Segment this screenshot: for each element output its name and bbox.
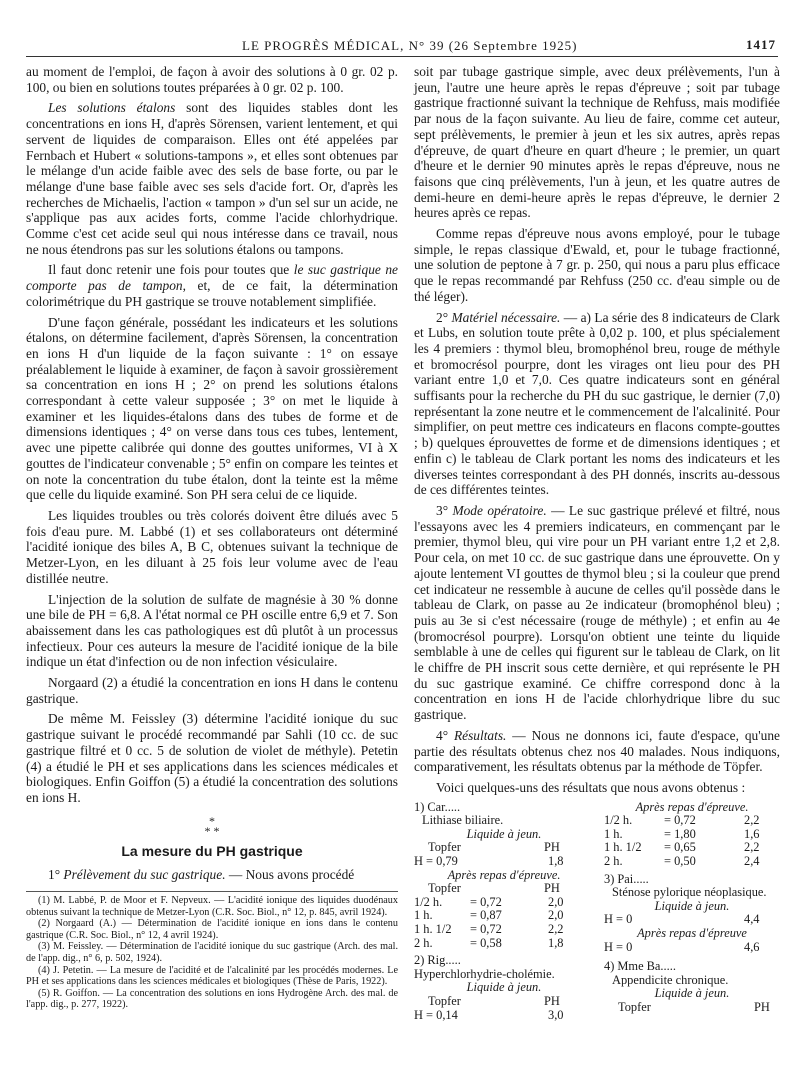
paragraph: D'une façon générale, possédant les indicateurs et les solutions étalons, on détermine facilement, d'après Sörensen, la concentration en ions H d'un liquide de la façon suivante : 1° on essaye préalablement le liquide à examiner, de façon à savoir grossièrement sa concentration en ions H ; 2° on prend les solutions étalons correspondant à cette valeur supposée ; 3° on met le liquide à examiner et les liquides-étalons dans des tubes de forme et de dimensions identiques ; 4° on verse dans tous ces tubes, lentement, avec une pipette calibrée qui donne des gouttes uniformes, VI à X gouttes de l'indicateur convenable ; 5° enfin on compare les teintes et on note la concentration du tube étalon, dont la teinte est la même que celle du liquide examiné. Son PH sera celui de ce liquide.	[26, 314, 398, 503]
journal-title: LE PROGRÈS MÉDICAL, N° 39 (26 Septembre 1925)	[242, 38, 578, 53]
column-headers: Topfer PH	[428, 881, 560, 896]
italic-term: Mode opératoire.	[452, 502, 547, 518]
result-row: 1/2 h. = 0,72 2,2	[604, 813, 760, 828]
case-diagnosis: Sténose pylorique néoplasique.	[612, 885, 767, 900]
result-row: 1 h. 1/2 = 0,65 2,2	[604, 840, 760, 855]
footnote: (2) Norgaard (A.) — Détermination de l'acidité ionique en ions dans le contenu gastrique (C.R. Soc. Biol., n° 12, 4 avril 1924).	[26, 918, 398, 941]
case-label: 4) Mme Ba.....	[604, 959, 676, 974]
page-number: 1417	[746, 37, 776, 52]
result-row: 1 h. = 0,87 2,0	[414, 908, 564, 923]
after-meal-caption: Après repas d'épreuve.	[635, 799, 749, 814]
case-label: 1) Car.....	[414, 799, 461, 814]
case-label: 2) Rig.....	[414, 953, 461, 968]
paragraph: 2° Matériel nécessaire. — a) La série des 8 indicateurs de Clark et Lubs, en solution toute prête à 0,02 p. 100, et plus spécialement les 4 premiers : thymol bleu, bromophénol breu, rouge de méthyle et bromocrésol pourpre, dont les virages ont lieu pour des PH variant entre 1,0 et 7,0. Ces quatre indicateurs sont en général suffisants pour la recherche du PH du suc gastrique, le dernier (7,0) représentant la zone neutre et le commencement de l'alcalinité. Pour simplifier, on peut mettre ces indicateurs en flacons compte-gouttes ; b) quelques éprouvettes de forme et de dimensions identiques ; et enfin c) le tableau de Clark portant les noms des indicateurs et les diverses teintes correspondant à des PH donnés, inscrits au-dessous de ces différentes teintes.	[414, 309, 780, 498]
paragraph: De même M. Feissley (3) détermine l'acidité ionique du suc gastrique suivant le procédé recommandé par Sahli (10 cc. de suc gastrique filtré et 0 cc. 5 de solution de violet de méthyle). Petetin (4) a étudié le PH et ses applications dans les sciences médicales et biologiques. Enfin Goiffon (5) a étudié la concentration des solutions en ions H.	[26, 711, 398, 805]
footnote: (4) J. Petetin. — La mesure de l'acidité et de l'alcalinité par les procédés modernes. Le PH et ses applications dans les sciences médicales et biologiques (Thèse de Paris, 1922).	[26, 964, 398, 988]
paragraph: Il faut donc retenir une fois pour toutes que le suc gastrique ne comporte pas de tampon, et, de ce fait, la détermination colorimétrique du PH gastrique se trouve notablement simplifiée.	[26, 262, 398, 309]
fasting-caption: Liquide à jeun.	[466, 980, 542, 995]
after-meal-caption: Après repas d'épreuve	[637, 925, 747, 940]
paragraph: 4° Résultats. — Nous ne donnons ici, faute d'espace, qu'une partie des résultats obtenus chez nos 40 malades. Nous indiquons, comparativement, les résultats obtenus par la méthode de Töpfer.	[414, 727, 780, 775]
italic-term: Résultats.	[453, 727, 507, 743]
result-row: H = 0,14 3,0	[414, 1007, 564, 1022]
result-row: H = 0,79 1,8	[414, 854, 564, 869]
result-row: H = 0 4,6	[604, 939, 760, 954]
case-label: 3) Pai.....	[604, 871, 649, 886]
result-row: H = 0 4,4	[604, 912, 760, 927]
case-diagnosis: Lithiase biliaire.	[422, 813, 504, 828]
paragraph: soit par tubage gastrique simple, avec deux prélèvements, l'un à jeun, l'autre une heure après le repas d'épreuve ; soit par tubage gastrique fractionné suivant la technique de Rehfuss, mais modifiée par nous de la façon suivante. Au lieu de faire, comme cet auteur, sept prélèvements, le premier à jeun et les six autres, après repas d'épreuve, de quart d'heure en quart d'heure ; le premier, un quart d'heure et le dernier 90 minutes après le repas d'épreuve, nous ne faisons que cinq prélèvements, l'un à jeun, et les quatre autres de demi-heure en demi-heure après le repas d'épreuve, le dernier 2 heures après ce repas.	[414, 64, 780, 221]
section-separator: * * *	[204, 813, 220, 838]
paragraph: Comme repas d'épreuve nous avons employé, pour le tubage simple, le repas classique d'Ewald, et, pour le tubage fractionné, une solution de peptone à 7 gr. p. 250, qui nous a paru plus efficace que le repas recommandé par Rehfuss (250 cc. d'eau simple ou de thé léger).	[414, 226, 780, 304]
paragraph: Les liquides troubles ou très colorés doivent être dilués avec 5 fois d'eau pure. M. Labbé (1) et ses collaborateurs ont déterminé l'acidité ionique des biles A, B C, obtenues suivant la technique de Metzer-Lyon, en les diluant à 25 fois leur volume avec de l'eau distillée neutre.	[26, 507, 398, 586]
paragraph: au moment de l'emploi, de façon à avoir des solutions à 0 gr. 02 p. 100, ou bien en solutions toutes préparées à 0 gr. 02 p. 100.	[26, 64, 398, 95]
section-title: La mesure du PH gastrique	[121, 842, 303, 859]
after-meal-caption: Après repas d'épreuve.	[447, 867, 561, 882]
paragraph: 1° Prélèvement du suc gastrique. — Nous avons procédé	[48, 867, 355, 883]
result-row: 1 h. 1/2 = 0,72 2,2	[414, 921, 564, 936]
column-headers: Topfer PH	[428, 840, 560, 855]
italic-term: le suc gastrique ne comporte pas de tampon	[26, 262, 398, 294]
case-diagnosis: Hyperchlorhydrie-cholémie.	[414, 966, 555, 981]
left-column	[26, 64, 398, 1011]
result-row: 1/2 h. = 0,72 2,0	[414, 894, 564, 909]
paragraph: Voici quelques-uns des résultats que nous avons obtenus :	[436, 779, 746, 795]
italic-term: Matériel nécessaire.	[451, 309, 561, 325]
italic-term: Les solutions étalons	[48, 100, 176, 116]
paragraph: Les solutions étalons sont des liquides stables dont les concentrations en ions H, d'après Sörensen, varient lentement, et qui servent de liquides de comparaison. Elles ont été appelées par Fernbach et Hubert « solutions-tampons », et elles sont obtenues par le mélange d'un acide faible avec des sels de base forte, ou par le mélange d'une base faible avec ses sels d'acide fort. Or, d'après les recherches de Michaelis, l'action « tampon » d'un sel sur un acide, ne s'applique pas aux acides forts, comme l'acide chlorhydrique. Comme c'est cet acide seul qui nous intéresse dans ce travail, nous ne nous étendrons pas sur les solutions étalons ou tampons.	[26, 100, 398, 257]
footnote: (1) M. Labbé, P. de Moor et F. Nepveux. — L'acidité ionique des liquides duodénaux obtenus suivant la technique de Metzer-Lyon (C.R. Soc. Biol., n° 12, p. 845, avril 1924).	[26, 895, 398, 918]
paragraph: Norgaard (2) a étudié la concentration en ions H dans le contenu gastrique.	[26, 675, 398, 706]
result-row: 2 h. = 0,50 2,4	[604, 854, 760, 869]
result-row: 2 h. = 0,58 1,8	[414, 935, 564, 950]
fasting-caption: Liquide à jeun.	[654, 898, 730, 913]
column-headers: Topfer PH	[618, 999, 770, 1014]
result-row: 1 h. = 1,80 1,6	[604, 826, 760, 841]
column-headers: Topfer PH	[428, 993, 560, 1008]
paragraph: L'injection de la solution de sulfate de magnésie à 30 % donne une bile de PH = 6,8. A l'état normal ce PH oscille entre 6,9 et 7. Son abaissement dans les cas pathologiques est dû plutôt à un processus infectieux. Pour ces auteurs la mesure de l'acidité ionique de la bile indique un état d'infection ou de non infection vésiculaire.	[26, 591, 398, 670]
running-header	[26, 36, 778, 57]
italic-term: Prélèvement du suc gastrique.	[63, 867, 226, 883]
footnotes	[26, 891, 398, 1011]
fasting-caption: Liquide à jeun.	[466, 826, 542, 841]
fasting-caption: Liquide à jeun.	[654, 986, 730, 1001]
right-column	[414, 64, 781, 1022]
case-diagnosis: Appendicite chronique.	[612, 972, 729, 987]
footnote: (5) R. Goiffon. — La concentration des solutions en ions Hydrogène Arch. des mal. de l'app. dig., p. 277, 1922).	[26, 987, 398, 1011]
paragraph: 3° Mode opératoire. — Le suc gastrique prélevé et filtré, nous l'essayons avec les 4 premiers indicateurs, en commençant par le premier, thymol bleu, qui vire pour un PH variant entre 1,2 et 2,8. Pour cela, on met 10 cc. de suc gastrique dans une éprouvette. On y ajoute lentement VI gouttes de thymol bleu ; si la couleur que prend cet indicateur ne ressemble à aucune de celles qu'il possède dans le tableau de Clark, on passe au 2e indicateur (bromophénol bleu) ; puis au 3e si c'est nécessaire (rouge de méthyle) ; et enfin au 4e (bromocrésol pourpre). Lorsqu'on obtient une teinte du liquide semblable à une de celles qui figurent sur le tableau de Clark, on lit le chiffre de PH inscrit sous cette dernière, et qui représente le PH du suc gastrique examiné. Ce chiffre correspond donc à la concentration en ions H de l'acide chlorhydrique libre du suc gastrique.	[414, 502, 781, 723]
results-left-block	[414, 801, 594, 1023]
footnote: (3) M. Feissley. — Détermination de l'acidité ionique du suc gastrique (Arch. des mal. de l'app. dig., n° 6, p. 502, 1924).	[26, 941, 398, 965]
results-right-block	[604, 801, 780, 1015]
